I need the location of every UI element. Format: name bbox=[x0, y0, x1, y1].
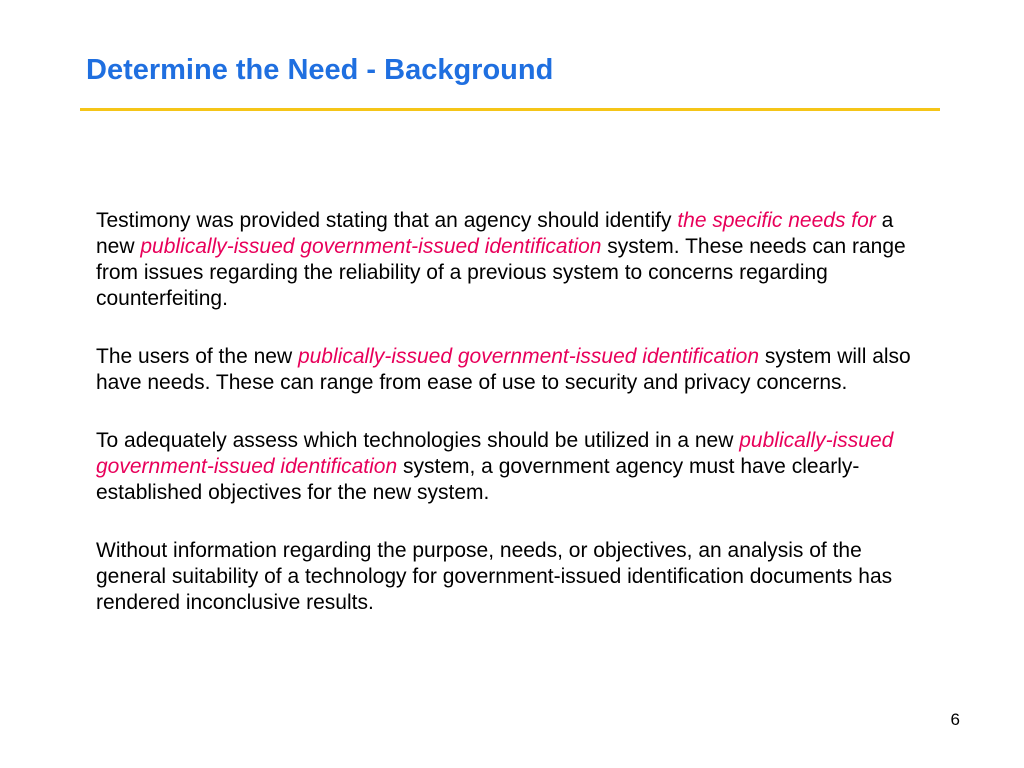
paragraph-users bbox=[96, 344, 936, 396]
page-number: 6 bbox=[950, 710, 960, 729]
emphasis-text: publically-issued government-issued identification bbox=[140, 235, 602, 258]
emphasis-text: the specific needs for bbox=[677, 209, 876, 232]
paragraph-testimony bbox=[96, 208, 936, 312]
paragraph-text: system. These needs can range from issues regarding the reliability of a previous system to concerns regarding counterfeiting. bbox=[96, 235, 906, 310]
emphasis-text: publically-issued government-issued identification bbox=[297, 345, 760, 368]
paragraph-text: Testimony was provided stating that an agency should identify bbox=[96, 209, 678, 232]
paragraph-without-info bbox=[96, 538, 936, 616]
title-underline bbox=[80, 108, 940, 111]
paragraph-text: system, a government agency must have clearly-established objectives for the new system. bbox=[96, 455, 860, 504]
emphasis-text: publically-issued government-issued identification bbox=[96, 429, 894, 478]
slide-title: Determine the Need - Background bbox=[86, 54, 554, 86]
paragraph-text: To adequately assess which technologies should be utilized in a new bbox=[96, 429, 740, 452]
paragraph-text: Without information regarding the purpose, needs, or objectives, an analysis of the general suitability of a technology for government-issued identification documents has rendered inconclusive results. bbox=[96, 539, 893, 614]
paragraph-text: a new bbox=[96, 209, 894, 258]
paragraph-text: The users of the new bbox=[96, 345, 298, 368]
paragraph-text: system will also have needs. These can range from ease of use to security and privacy concerns. bbox=[96, 345, 911, 394]
paragraph-assess bbox=[96, 428, 936, 506]
slide-body bbox=[96, 208, 936, 648]
